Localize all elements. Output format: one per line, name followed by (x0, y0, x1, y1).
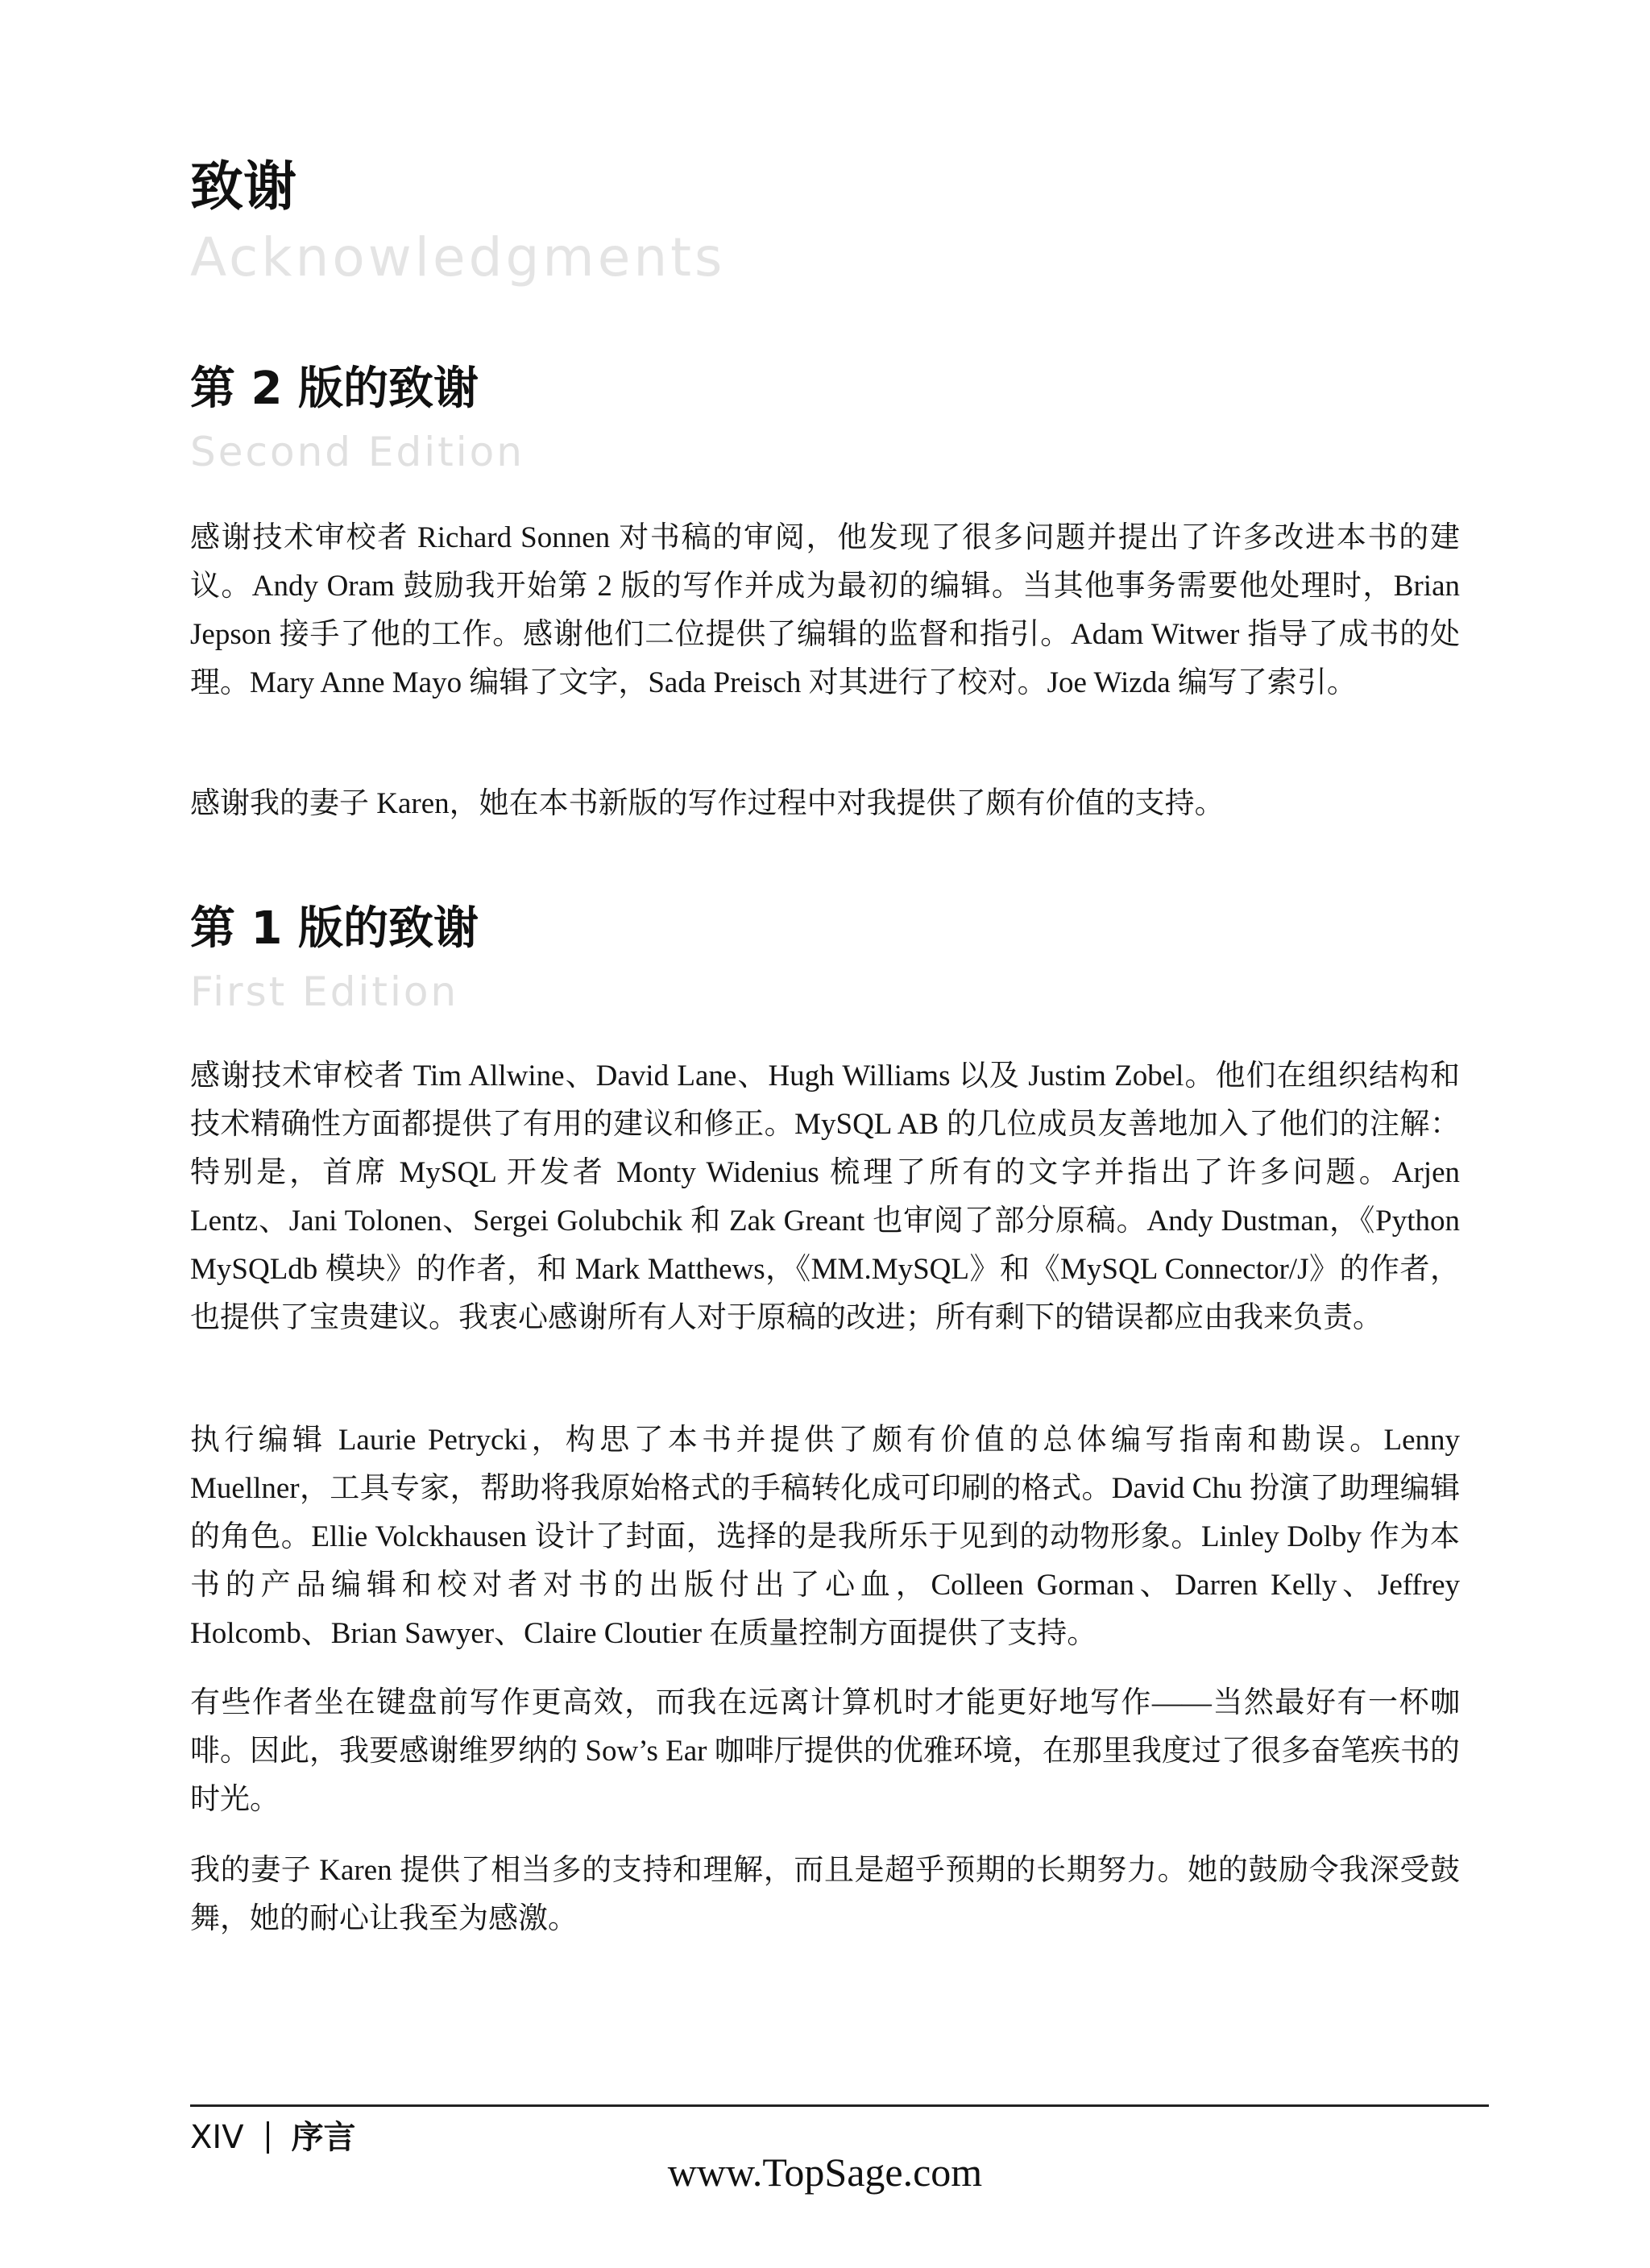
first-edition-paragraph-3: 有些作者坐在键盘前写作更高效，而我在远离计算机时才能更好地写作——当然最好有一杯咖啡。因此，我要感谢维罗纳的 Sow’s Ear 咖啡厅提供的优雅环境，在那里我度过了很多奋笔疾书的时光。 (190, 1686, 1460, 1816)
footer-section-name: 序言 (291, 2119, 356, 2156)
footer-divider (190, 2104, 1489, 2107)
second-edition-heading-english: Second Edition (190, 429, 524, 475)
watermark-url: www.TopSage.com (667, 2150, 983, 2195)
page-number: XIV (190, 2119, 244, 2156)
first-edition-paragraph-1: 感谢技术审校者 Tim Allwine、David Lane、Hugh Williams 以及 Justim Zobel。他们在组织结构和技术精确性方面都提供了有用的建议和修正。MySQL AB 的几位成员友善地加入了他们的注解：特别是，首席 MySQL 开发者 Monty Widenius 梳理了所有的文字并指出了许多问题。Arjen Lentz、Jani Tolonen、Sergei Golubchik 和 Zak Greant 也审阅了部分原稿。Andy Dustman，《Python MySQLdb 模块》的作者，和 Mark Matthews，《MM.MySQL》和《MySQL Connector/J》的作者，也提供了宝贵建议。我衷心感谢所有人对于原稿的改进；所有剩下的错误都应由我来负责。 (190, 1059, 1460, 1334)
first-edition-paragraph-4: 我的妻子 Karen 提供了相当多的支持和理解，而且是超乎预期的长期努力。她的鼓励令我深受鼓舞，她的耐心让我至为感激。 (190, 1854, 1460, 1935)
second-edition-paragraph-2: 感谢我的妻子 Karen，她在本书新版的写作过程中对我提供了颇有价值的支持。 (190, 787, 1225, 820)
first-edition-heading-english: First Edition (190, 968, 459, 1015)
first-edition-paragraph-2: 执行编辑 Laurie Petrycki，构思了本书并提供了颇有价值的总体编写指南和勘误。Lenny Muellner，工具专家，帮助将我原始格式的手稿转化成可印刷的格式。David Chu 扮演了助理编辑的角色。Ellie Volckhausen 设计了封面，选择的是我所乐于见到的动物形象。Linley Dolby 作为本书的产品编辑和校对者对书的出版付出了心血，Colleen Gorman、Darren Kelly、Jeffrey Holcomb、Brian Sawyer、Claire Cloutier 在质量控制方面提供了支持。 (190, 1424, 1460, 1650)
first-edition-heading: 第 1 版的致谢 (190, 902, 479, 955)
page-title: 致谢 (190, 155, 296, 218)
second-edition-paragraph-1: 感谢技术审校者 Richard Sonnen 对书稿的审阅，他发现了很多问题并提出了许多改进本书的建议。Andy Oram 鼓励我开始第 2 版的写作并成为最初的编辑。当其他事务需要他处理时，Brian Jepson 接手了他的工作。感谢他们二位提供了编辑的监督和指引。Adam Witwer 指导了成书的处理。Mary Anne Mayo 编辑了文字，Sada Preisch 对其进行了校对。Joe Wizda 编写了索引。 (190, 521, 1460, 699)
second-edition-heading: 第 2 版的致谢 (190, 363, 479, 415)
page-title-english: Acknowledgments (190, 226, 726, 288)
